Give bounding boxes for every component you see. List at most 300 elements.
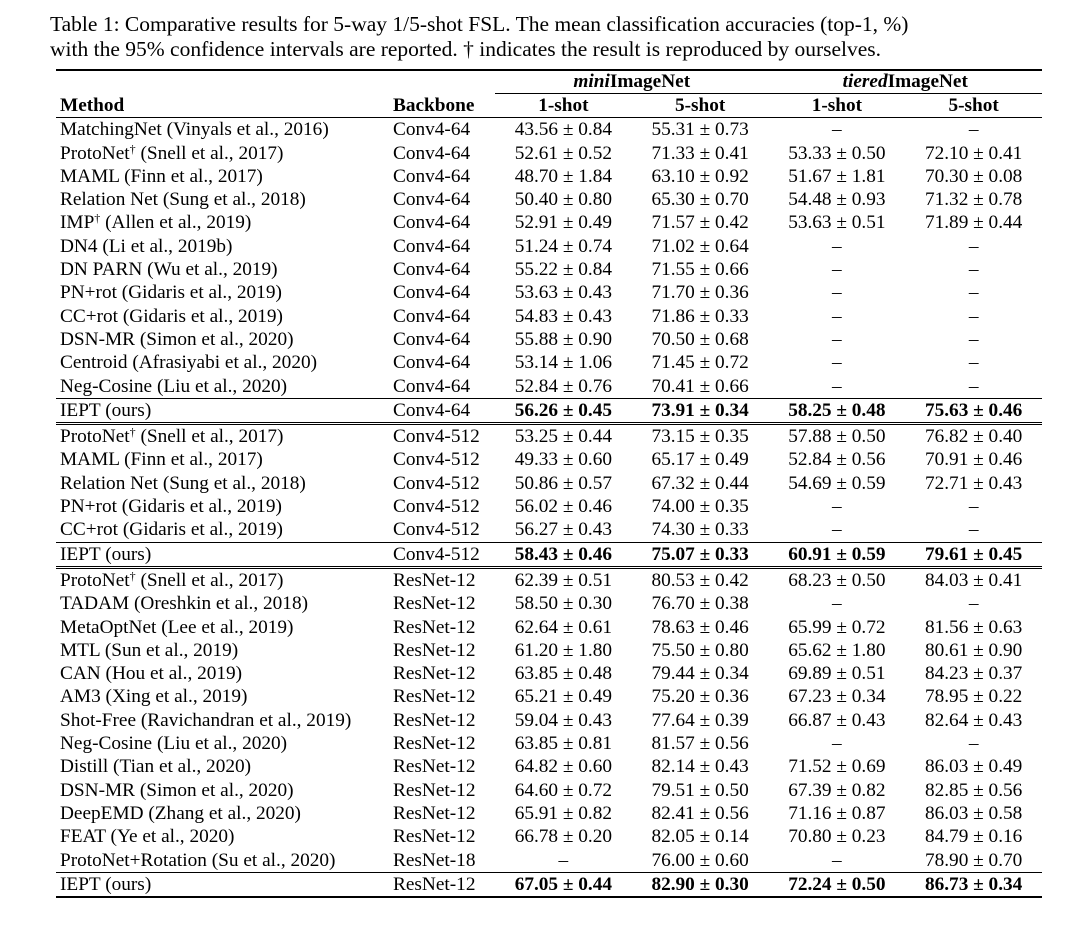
table-row <box>56 755 1042 778</box>
method-citation: (ours) <box>105 873 152 895</box>
backbone-cell: ResNet-12 <box>393 826 476 848</box>
header-spacer-backbone <box>389 70 495 94</box>
table-row <box>56 662 1042 685</box>
accuracy-cell-tiered1: – <box>832 328 842 350</box>
table-row <box>56 495 1042 518</box>
method-name: FEAT <box>60 826 106 848</box>
method-name: DN PARN <box>60 259 143 281</box>
accuracy-cell-mini1: 52.61 ± 0.52 <box>514 142 613 164</box>
backbone-cell: ResNet-12 <box>393 756 476 778</box>
backbone-cell: Conv4-512 <box>393 472 480 494</box>
method-cell <box>56 235 389 258</box>
method-name: CC+rot <box>60 519 119 541</box>
accuracy-cell-mini5: 74.00 ± 0.35 <box>651 496 749 518</box>
accuracy-cell-tiered5: 71.32 ± 0.78 <box>924 189 1023 211</box>
table-row <box>56 802 1042 825</box>
results-table <box>56 69 1042 898</box>
method-name: Neg-Cosine <box>60 375 153 397</box>
accuracy-cell-mini1: 52.84 ± 0.76 <box>514 375 613 397</box>
table-caption <box>50 12 1050 62</box>
table-row <box>56 328 1042 351</box>
method-name: MAML <box>60 449 120 471</box>
accuracy-cell-tiered5: – <box>968 375 979 397</box>
table-row <box>56 258 1042 281</box>
method-cell <box>56 685 389 708</box>
table-row <box>56 188 1042 211</box>
accuracy-cell-mini5: 71.57 ± 0.42 <box>651 212 749 234</box>
header-tiered-5shot: 5-shot <box>948 95 999 116</box>
method-citation: (Liu et al., 2020) <box>156 375 288 397</box>
backbone-cell: Conv4-64 <box>393 375 471 397</box>
accuracy-cell-tiered5: – <box>968 352 979 374</box>
accuracy-cell-tiered1: 67.39 ± 0.82 <box>788 779 886 801</box>
accuracy-cell-tiered5: – <box>968 282 979 304</box>
table-row <box>56 779 1042 802</box>
method-citation: (Allen et al., 2019) <box>105 212 252 234</box>
accuracy-cell-mini1: 56.02 ± 0.46 <box>514 496 613 518</box>
accuracy-cell-mini5: 80.53 ± 0.42 <box>651 569 749 591</box>
method-name: MetaOptNet <box>60 616 157 638</box>
backbone-cell: Conv4-64 <box>393 399 471 421</box>
method-citation: (Gidaris et al., 2019) <box>122 305 283 327</box>
accuracy-cell-best-tiered5: 86.73 ± 0.34 <box>924 873 1023 895</box>
caption-line-1: Table 1: Comparative results for 5-way 1/5-shot FSL. The mean classification accuracies (top-1, %) <box>50 12 909 36</box>
backbone-cell: ResNet-12 <box>393 873 476 895</box>
accuracy-cell-mini1: 55.88 ± 0.90 <box>514 328 613 350</box>
accuracy-cell-tiered1: – <box>832 733 842 755</box>
method-cell <box>56 351 389 374</box>
method-citation: (Wu et al., 2019) <box>147 259 278 281</box>
accuracy-cell-mini5: 82.05 ± 0.14 <box>651 826 749 848</box>
method-cell <box>56 142 389 165</box>
method-citation: (Finn et al., 2017) <box>124 449 263 471</box>
method-cell <box>56 779 389 802</box>
accuracy-cell-tiered1: 71.16 ± 0.87 <box>788 802 886 824</box>
accuracy-cell-mini1: 48.70 ± 1.84 <box>514 165 613 187</box>
table-row-ours <box>56 542 1042 567</box>
accuracy-cell-tiered5: 70.91 ± 0.46 <box>924 449 1023 471</box>
method-name: Relation Net <box>60 472 158 494</box>
method-citation: (Oreshkin et al., 2018) <box>133 593 309 615</box>
method-name: IEPT <box>60 399 101 421</box>
accuracy-cell-mini5: 63.10 ± 0.92 <box>651 165 749 187</box>
accuracy-cell-mini1: 53.63 ± 0.43 <box>514 282 613 304</box>
accuracy-cell-best-mini5: 82.90 ± 0.30 <box>651 873 749 895</box>
accuracy-cell-tiered5: 76.82 ± 0.40 <box>924 426 1023 448</box>
backbone-cell: Conv4-64 <box>393 259 471 281</box>
accuracy-cell-tiered5: – <box>968 328 979 350</box>
table-row <box>56 448 1042 471</box>
table-row <box>56 235 1042 258</box>
accuracy-cell-mini5: 71.45 ± 0.72 <box>651 352 749 374</box>
accuracy-cell-tiered1: – <box>832 282 842 304</box>
accuracy-cell-tiered1: – <box>832 375 842 397</box>
accuracy-cell-best-tiered5: 75.63 ± 0.46 <box>924 399 1023 421</box>
table-row <box>56 351 1042 374</box>
accuracy-cell-mini5: 77.64 ± 0.39 <box>651 709 749 731</box>
accuracy-cell-mini5: 82.41 ± 0.56 <box>651 802 749 824</box>
method-citation: (Zhang et al., 2020) <box>148 802 301 824</box>
accuracy-cell-tiered1: 51.67 ± 1.81 <box>788 165 886 187</box>
header-mini-1shot: 1-shot <box>538 95 589 116</box>
method-cell <box>56 472 389 495</box>
accuracy-cell-tiered5: 84.79 ± 0.16 <box>924 826 1023 848</box>
backbone-cell: Conv4-512 <box>393 496 480 518</box>
accuracy-cell-tiered5: 84.23 ± 0.37 <box>924 663 1023 685</box>
method-cell <box>56 542 389 567</box>
method-name: Distill <box>60 756 109 778</box>
method-name: ProtoNet <box>60 142 130 164</box>
backbone-cell: Conv4-64 <box>393 212 471 234</box>
mini-suffix: ImageNet <box>609 71 691 92</box>
accuracy-cell-tiered1: 57.88 ± 0.50 <box>788 426 886 448</box>
method-cell <box>56 281 389 304</box>
table-row <box>56 639 1042 662</box>
accuracy-cell-best-mini1: 58.43 ± 0.46 <box>514 543 613 565</box>
backbone-cell: ResNet-18 <box>393 849 476 871</box>
method-cell <box>56 424 389 449</box>
table-row <box>56 567 1042 592</box>
accuracy-cell-best-tiered1: 72.24 ± 0.50 <box>788 873 886 895</box>
table-row <box>56 616 1042 639</box>
method-name: PN+rot <box>60 282 117 304</box>
accuracy-cell-tiered1: – <box>832 259 842 281</box>
method-name: AM3 <box>60 686 101 708</box>
method-citation: (Li et al., 2019b) <box>102 235 233 257</box>
accuracy-cell-tiered5: – <box>968 496 979 518</box>
method-name: Relation Net <box>60 189 158 211</box>
accuracy-cell-mini5: 65.30 ± 0.70 <box>651 189 749 211</box>
tiered-suffix: ImageNet <box>887 71 968 92</box>
header-backbone: Backbone <box>393 94 475 116</box>
tiered-prefix: tiered <box>842 71 888 92</box>
accuracy-cell-mini1: 50.40 ± 0.80 <box>514 189 613 211</box>
accuracy-cell-mini1: 52.91 ± 0.49 <box>514 212 613 234</box>
dagger-mark: † <box>129 141 136 156</box>
method-name: IMP <box>60 212 95 234</box>
method-name: ProtoNet <box>60 569 130 591</box>
method-cell <box>56 448 389 471</box>
header-group-miniimagenet <box>495 70 769 94</box>
method-cell <box>56 211 389 234</box>
method-cell <box>56 755 389 778</box>
method-citation: (Simon et al., 2020) <box>139 328 294 350</box>
table-header <box>56 70 1042 118</box>
method-citation: (Afrasiyabi et al., 2020) <box>132 352 318 374</box>
header-spacer-method <box>56 70 389 94</box>
accuracy-cell-mini5: 71.55 ± 0.66 <box>651 259 749 281</box>
accuracy-cell-tiered1: 68.23 ± 0.50 <box>788 569 886 591</box>
method-name: IEPT <box>60 873 101 895</box>
backbone-cell: ResNet-12 <box>393 569 476 591</box>
accuracy-cell-mini1: 65.91 ± 0.82 <box>514 802 613 824</box>
accuracy-cell-tiered1: 71.52 ± 0.69 <box>788 756 886 778</box>
accuracy-cell-mini1: 56.27 ± 0.43 <box>514 519 613 541</box>
accuracy-cell-mini1: 53.14 ± 1.06 <box>514 352 613 374</box>
method-citation: (Snell et al., 2017) <box>140 142 284 164</box>
accuracy-cell-mini1: 62.39 ± 0.51 <box>514 569 613 591</box>
method-name: DSN-MR <box>60 328 135 350</box>
backbone-cell: Conv4-512 <box>393 449 480 471</box>
method-cell <box>56 118 389 142</box>
accuracy-cell-mini1: 55.22 ± 0.84 <box>514 259 613 281</box>
method-citation: (Xing et al., 2019) <box>105 686 248 708</box>
backbone-cell: Conv4-512 <box>393 519 480 541</box>
accuracy-cell-mini1: 54.83 ± 0.43 <box>514 305 613 327</box>
table-row <box>56 424 1042 449</box>
method-citation: (ours) <box>105 399 152 421</box>
backbone-cell: Conv4-64 <box>393 352 471 374</box>
accuracy-cell-mini1: 64.60 ± 0.72 <box>514 779 613 801</box>
accuracy-cell-tiered1: 65.62 ± 1.80 <box>788 639 886 661</box>
accuracy-cell-mini5: 75.20 ± 0.36 <box>651 686 749 708</box>
method-citation: (ours) <box>105 543 152 565</box>
accuracy-cell-tiered5: – <box>968 235 979 257</box>
header-tiered-1shot: 1-shot <box>811 95 863 116</box>
method-name: DeepEMD <box>60 802 144 824</box>
backbone-cell: Conv4-512 <box>393 543 480 565</box>
method-cell <box>56 398 389 423</box>
method-citation: (Sung et al., 2018) <box>162 189 306 211</box>
accuracy-cell-tiered5: 78.90 ± 0.70 <box>924 849 1023 871</box>
method-cell <box>56 518 389 542</box>
accuracy-cell-tiered1: – <box>832 119 842 141</box>
method-citation: (Simon et al., 2020) <box>139 779 294 801</box>
table-row <box>56 305 1042 328</box>
table-row <box>56 732 1042 755</box>
method-citation: (Tian et al., 2020) <box>113 756 252 778</box>
accuracy-cell-tiered1: 65.99 ± 0.72 <box>788 616 886 638</box>
accuracy-cell-tiered5: – <box>968 119 979 141</box>
method-citation: (Gidaris et al., 2019) <box>122 519 283 541</box>
accuracy-cell-mini5: 71.02 ± 0.64 <box>651 235 749 257</box>
accuracy-cell-mini1: 43.56 ± 0.84 <box>514 119 613 141</box>
accuracy-cell-mini5: 71.33 ± 0.41 <box>651 142 749 164</box>
method-cell <box>56 328 389 351</box>
method-citation: (Gidaris et al., 2019) <box>121 496 282 518</box>
accuracy-cell-mini5: 76.00 ± 0.60 <box>651 849 749 871</box>
accuracy-cell-mini5: 67.32 ± 0.44 <box>651 472 749 494</box>
table-row <box>56 849 1042 873</box>
accuracy-cell-mini1: 63.85 ± 0.81 <box>514 733 613 755</box>
table-row <box>56 685 1042 708</box>
accuracy-cell-tiered1: 69.89 ± 0.51 <box>788 663 886 685</box>
table-row-ours <box>56 872 1042 897</box>
method-citation: (Lee et al., 2019) <box>161 616 294 638</box>
method-name: Neg-Cosine <box>60 733 153 755</box>
backbone-cell: ResNet-12 <box>393 733 476 755</box>
table-row <box>56 142 1042 165</box>
dagger-mark: † <box>129 568 136 583</box>
backbone-cell: ResNet-12 <box>393 709 476 731</box>
method-name: Shot-Free <box>60 709 137 731</box>
table-row <box>56 592 1042 615</box>
method-cell <box>56 592 389 615</box>
backbone-cell: Conv4-512 <box>393 426 480 448</box>
method-cell <box>56 188 389 211</box>
accuracy-cell-tiered5: 86.03 ± 0.58 <box>924 802 1023 824</box>
backbone-cell: ResNet-12 <box>393 593 476 615</box>
backbone-cell: Conv4-64 <box>393 282 471 304</box>
backbone-cell: Conv4-64 <box>393 189 471 211</box>
table-body <box>56 118 1042 897</box>
accuracy-cell-tiered5: 72.10 ± 0.41 <box>924 142 1023 164</box>
method-cell <box>56 849 389 873</box>
method-citation: (Sun et al., 2019) <box>104 639 239 661</box>
accuracy-cell-tiered5: 81.56 ± 0.63 <box>924 616 1023 638</box>
table-row <box>56 518 1042 542</box>
accuracy-cell-mini5: 65.17 ± 0.49 <box>651 449 749 471</box>
method-citation: (Hou et al., 2019) <box>105 663 243 685</box>
accuracy-cell-mini1: 59.04 ± 0.43 <box>514 709 613 731</box>
accuracy-cell-tiered5: – <box>968 593 979 615</box>
accuracy-cell-tiered1: – <box>832 519 842 541</box>
method-name: MAML <box>60 165 120 187</box>
backbone-cell: Conv4-64 <box>393 119 471 141</box>
method-name: Centroid <box>60 352 128 374</box>
accuracy-cell-best-mini5: 75.07 ± 0.33 <box>651 543 749 565</box>
accuracy-cell-mini1: – <box>558 849 569 871</box>
method-name: IEPT <box>60 543 101 565</box>
accuracy-cell-mini5: 78.63 ± 0.46 <box>651 616 749 638</box>
method-name: DN4 <box>60 235 98 257</box>
table-row <box>56 281 1042 304</box>
accuracy-cell-tiered1: 54.69 ± 0.59 <box>788 472 886 494</box>
table-row <box>56 211 1042 234</box>
method-cell <box>56 825 389 848</box>
method-name: MatchingNet <box>60 119 162 141</box>
accuracy-cell-mini5: 70.50 ± 0.68 <box>651 328 749 350</box>
accuracy-cell-mini5: 82.14 ± 0.43 <box>651 756 749 778</box>
method-cell <box>56 616 389 639</box>
accuracy-cell-tiered5: 78.95 ± 0.22 <box>924 686 1023 708</box>
method-citation: (Gidaris et al., 2019) <box>121 282 282 304</box>
backbone-cell: ResNet-12 <box>393 686 476 708</box>
header-method: Method <box>60 94 125 116</box>
method-citation: (Vinyals et al., 2016) <box>166 119 329 141</box>
method-citation: (Liu et al., 2020) <box>156 733 288 755</box>
accuracy-cell-tiered1: 66.87 ± 0.43 <box>788 709 886 731</box>
method-name: TADAM <box>60 593 130 615</box>
accuracy-cell-mini1: 63.85 ± 0.48 <box>514 663 613 685</box>
accuracy-cell-mini5: 70.41 ± 0.66 <box>651 375 749 397</box>
method-cell <box>56 165 389 188</box>
header-mini-5shot: 5-shot <box>674 95 726 116</box>
accuracy-cell-mini5: 71.86 ± 0.33 <box>651 305 749 327</box>
method-cell <box>56 872 389 897</box>
method-cell <box>56 567 389 592</box>
accuracy-cell-tiered5: – <box>968 519 979 541</box>
accuracy-cell-tiered1: 54.48 ± 0.93 <box>788 189 886 211</box>
accuracy-cell-tiered1: – <box>832 496 842 518</box>
accuracy-cell-tiered5: 86.03 ± 0.49 <box>924 756 1023 778</box>
accuracy-cell-mini1: 49.33 ± 0.60 <box>514 449 613 471</box>
accuracy-cell-best-tiered5: 79.61 ± 0.45 <box>924 543 1023 565</box>
accuracy-cell-best-tiered1: 58.25 ± 0.48 <box>788 399 886 421</box>
accuracy-cell-tiered1: 53.63 ± 0.51 <box>788 212 886 234</box>
table-row <box>56 709 1042 732</box>
accuracy-cell-mini5: 76.70 ± 0.38 <box>651 593 749 615</box>
accuracy-cell-mini1: 64.82 ± 0.60 <box>514 756 613 778</box>
backbone-cell: ResNet-12 <box>393 616 476 638</box>
method-name: MTL <box>60 639 100 661</box>
method-citation: (Sung et al., 2018) <box>162 472 306 494</box>
accuracy-cell-tiered5: 71.89 ± 0.44 <box>924 212 1023 234</box>
method-cell <box>56 375 389 399</box>
accuracy-cell-tiered1: – <box>832 593 842 615</box>
accuracy-cell-mini1: 51.24 ± 0.74 <box>514 235 613 257</box>
backbone-cell: ResNet-12 <box>393 663 476 685</box>
method-citation: (Snell et al., 2017) <box>140 569 284 591</box>
accuracy-cell-tiered1: – <box>832 352 842 374</box>
method-cell <box>56 662 389 685</box>
accuracy-cell-mini1: 53.25 ± 0.44 <box>514 426 613 448</box>
method-cell <box>56 495 389 518</box>
accuracy-cell-tiered5: – <box>968 259 979 281</box>
method-cell <box>56 732 389 755</box>
method-name: CAN <box>60 663 101 685</box>
accuracy-cell-mini1: 61.20 ± 1.80 <box>514 639 613 661</box>
method-name: ProtoNet+Rotation <box>60 849 207 871</box>
accuracy-cell-mini5: 73.15 ± 0.35 <box>651 426 749 448</box>
method-citation: (Su et al., 2020) <box>211 849 336 871</box>
accuracy-cell-mini5: 74.30 ± 0.33 <box>651 519 749 541</box>
method-name: ProtoNet <box>60 426 130 448</box>
accuracy-cell-tiered1: – <box>832 305 842 327</box>
header-group-row <box>56 70 1042 94</box>
accuracy-cell-mini5: 79.51 ± 0.50 <box>651 779 749 801</box>
table-row <box>56 375 1042 399</box>
accuracy-cell-tiered5: 82.85 ± 0.56 <box>924 779 1023 801</box>
accuracy-cell-tiered5: 80.61 ± 0.90 <box>924 639 1023 661</box>
caption-line-2: with the 95% confidence intervals are reported. † indicates the result is reproduced by ourselves. <box>50 37 882 61</box>
accuracy-cell-best-mini5: 73.91 ± 0.34 <box>651 399 749 421</box>
accuracy-cell-best-mini1: 67.05 ± 0.44 <box>514 873 613 895</box>
backbone-cell: Conv4-64 <box>393 235 471 257</box>
accuracy-cell-tiered5: – <box>968 733 979 755</box>
method-citation: (Ravichandran et al., 2019) <box>140 709 352 731</box>
table-row <box>56 118 1042 142</box>
method-cell <box>56 802 389 825</box>
accuracy-cell-mini5: 71.70 ± 0.36 <box>651 282 749 304</box>
backbone-cell: Conv4-64 <box>393 328 471 350</box>
accuracy-cell-mini5: 79.44 ± 0.34 <box>651 663 749 685</box>
accuracy-cell-mini1: 65.21 ± 0.49 <box>514 686 613 708</box>
accuracy-cell-tiered1: 70.80 ± 0.23 <box>788 826 886 848</box>
backbone-cell: Conv4-64 <box>393 305 471 327</box>
backbone-cell: ResNet-12 <box>393 779 476 801</box>
accuracy-cell-mini1: 66.78 ± 0.20 <box>514 826 613 848</box>
method-cell <box>56 709 389 732</box>
accuracy-cell-tiered1: 53.33 ± 0.50 <box>788 142 886 164</box>
accuracy-cell-mini5: 75.50 ± 0.80 <box>651 639 749 661</box>
accuracy-cell-tiered5: 82.64 ± 0.43 <box>924 709 1023 731</box>
accuracy-cell-tiered1: – <box>832 849 842 871</box>
accuracy-cell-best-mini1: 56.26 ± 0.45 <box>514 399 613 421</box>
backbone-cell: ResNet-12 <box>393 802 476 824</box>
accuracy-cell-mini1: 58.50 ± 0.30 <box>514 593 613 615</box>
dagger-mark: † <box>129 425 136 440</box>
accuracy-cell-mini5: 55.31 ± 0.73 <box>651 119 749 141</box>
accuracy-cell-tiered5: 70.30 ± 0.08 <box>924 165 1023 187</box>
mini-prefix: mini <box>573 71 610 92</box>
accuracy-cell-tiered5: 84.03 ± 0.41 <box>924 569 1023 591</box>
table-row-ours <box>56 398 1042 423</box>
accuracy-cell-tiered1: 52.84 ± 0.56 <box>788 449 886 471</box>
accuracy-cell-tiered5: 72.71 ± 0.43 <box>924 472 1023 494</box>
method-name: DSN-MR <box>60 779 135 801</box>
table-row <box>56 165 1042 188</box>
